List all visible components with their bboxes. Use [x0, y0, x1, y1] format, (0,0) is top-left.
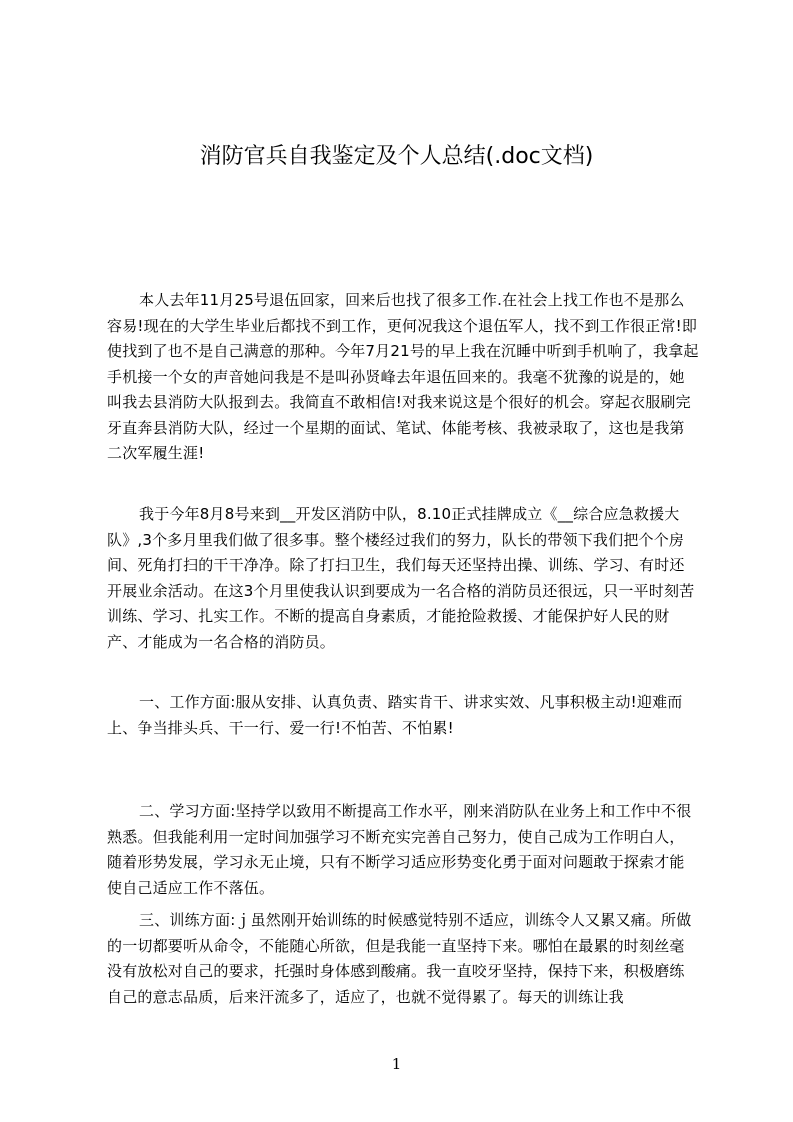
paragraph-work: 一、工作方面:服从安排、认真负责、踏实肯干、讲求实效、凡事积极主动!迎难而上、争当排头兵、干一行、爱一行!不怕苦、不怕累!: [107, 693, 683, 737]
paragraph-training: 三、训练方面:ｊ虽然刚开始训练的时候感觉特别不适应，训练令人又累又痛。所做的一切都要听从命令，不能随心所欲，但是我能一直坚持下来。哪怕在最累的时刻丝毫没有放松对自己的要求，托强时身体感到酸痛。我一直咬牙坚持，保持下来，积极磨练自己的意志品质，后来汗流多了，适应了，也就不觉得累了。每天的训练让我: [107, 911, 692, 1006]
paragraph-study: 二、学习方面:坚持学以致用不断提高工作水平，刚来消防队在业务上和工作中不很熟悉。但我能利用一定时间加强学习不断充实完善自己努力，使自己成为工作明白人，随着形势发展，学习永无止境，只有不断学习适应形势变化勇于面对问题敢于探索才能使自己适应工作不落伍。: [107, 802, 692, 897]
page-number: 1: [391, 1055, 402, 1073]
paragraph-intro: 本人去年11月25号退伍回家，回来后也找了很多工作.在社会上找工作也不是那么容易!现在的大学生毕业后都找不到工作，更何况我这个退伍军人，找不到工作很正常!即使找到了也不是自己满意的那种。今年7月21号的早上我在沉睡中听到手机响了，我拿起手机接一个女的声音她问我是不是叫孙贤峰去年退伍回来的。我毫不犹豫的说是的，她叫我去县消防大队报到去。我简直不敢相信!对我来说这是个很好的机会。穿起衣服刷完牙直奔县消防大队，经过一个星期的面试、笔试、体能考核、我被录取了，这也是我第二次军履生涯!: [107, 291, 699, 462]
document-title: 消防官兵自我鉴定及个人总结(.doc文档): [199, 144, 594, 169]
paragraph-arrival: 我于今年8月8号来到__开发区消防中队，8.10正式挂牌成立《__综合应急救援大队》,3个多月里我们做了很多事。整个楼经过我们的努力，队长的带领下我们把个个房间、死角打扫的干干净净。除了打扫卫生，我们每天还坚持出操、训练、学习、有时还开展业余活动。在这3个月里使我认识到要成为一名合格的消防员还很远，只一平时刻苦训练、学习、扎实工作。不断的提高自身素质，才能抢险救援、才能保护好人民的财产、才能成为一名合格的消防员。: [107, 505, 695, 651]
